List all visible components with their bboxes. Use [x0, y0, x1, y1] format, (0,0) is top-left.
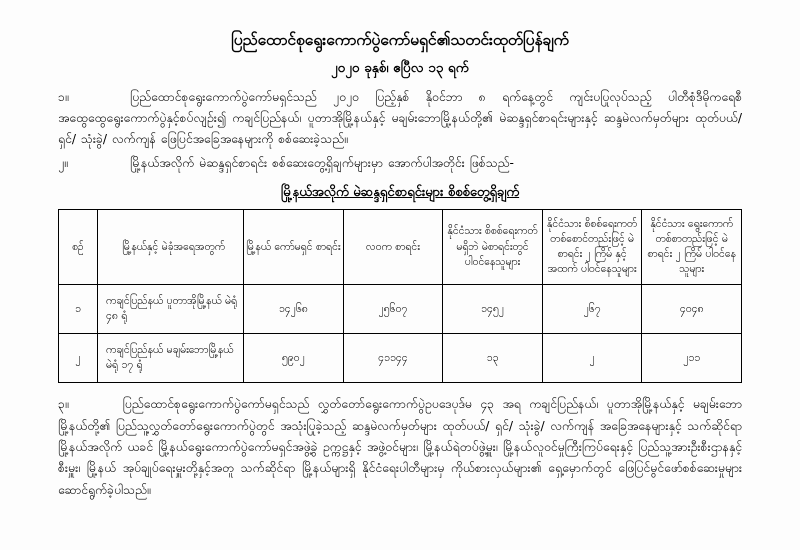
cell-immigration-list: ၂၅၆၀၇: [343, 285, 443, 334]
column-header-township: မြို့နယ်နှင့် မဲခုံအရေအတွက်: [98, 210, 244, 285]
table-body: [59, 285, 742, 383]
paragraph-3-number: ၃။: [58, 397, 69, 412]
paragraph-1-text: ပြည်ထောင်စုရွေးကောက်ပွဲကော်မရှင်သည် ၂၀၂၀ ပြည့်နှစ် နိုဝင်ဘာ ၈ ရက်နေ့တွင် ကျင်းပပြုလုပ်သည့် ပါတီစုံဒီမိုကရေစီအထွေထွေရွေးကောက်ပွဲနှင့်စပ်လျဉ်း၍ ကချင်ပြည်နယ်၊ ပူတာအိုမြို့နယ်နှင့် မချမ်းဘောမြို့နယ်တို့၏ မဲဆန္ဒရှင်စာရင်းများနှင့် ဆန္ဒမဲလက်မှတ်များ ထုတ်ပယ်/ ရှင်/ သုံးခွဲ/ လက်ကျန် ဖြေပြင်အခြေအနေများကို စစ်ဆေးခဲ့သည်။: [58, 89, 742, 146]
cell-serial: ၂: [59, 334, 98, 383]
paragraph-2-text: မြို့နယ်အလိုက် မဲဆန္ဒရှင်စာရင်း စစ်ဆေးတွေ့ရှိချက်များမှာ အောက်ပါအတိုင်း ဖြစ်သည်-: [130, 156, 514, 171]
voter-list-table: [58, 209, 742, 383]
column-header-serial: စဉ်: [59, 210, 98, 285]
cell-township: ကချင်ပြည်နယ် မချမ်းဘောမြို့နယ် မဲရုံ ၁၇ ရုံ: [98, 334, 244, 383]
cell-no-id-card: ၁၃: [443, 334, 543, 383]
cell-duplicate-two-or-more: ၂: [542, 334, 642, 383]
paragraph-3-text: ပြည်ထောင်စုရွေးကောက်ပွဲကော်မရှင်သည် လွှတ်တော်ရွေးကောက်ပွဲဥပဒေပုဒ်မ ၄၃ အရ ကချင်ပြည်နယ်၊ ပူတာအိုမြို့နယ်နှင့် မချမ်းဘောမြို့နယ်တို့၏ ပြည်သူ့လွှတ်တော်ရွေးကောက်ပွဲတွင် အသုံးပြုခဲ့သည့် ဆန္ဒမဲလက်မှတ်များ ထုတ်ပယ်/ ရှင်/ သုံးခွဲ/ လက်ကျန် အခြေအနေများနှင့် သက်ဆိုင်ရာ မြို့နယ်အလိုက် ယခင် မြို့နယ်ရွေးကောက်ပွဲကော်မရှင်အဖွဲ့ခွဲ ဥက္ကဋ္ဌနှင့် အဖွဲ့ဝင်များ၊ မြို့နယ်ရဲတပ်ဖွဲ့မှူး၊ မြို့နယ်လူဝင်မှုကြီးကြပ်ရေးနှင့် ပြည်သူ့အားဦးစီးဌာနနှင့်စီးမှူး၊ မြို့နယ် အုပ်ချုပ်ရေးမှူးတို့နှင့်အတူ သက်ဆိုင်ရာ မြို့နယ်များရှိ နိုင်ငံရေးပါတီများမှ ကိုယ်စားလှယ်များ၏ ရှေ့မှောက်တွင် ဖြေပြင်မွင်ဖော်စစ်ဆေးမှုများ ဆောင်ရွက်ခဲ့ပါသည်။: [58, 397, 742, 497]
table-row: [59, 334, 742, 383]
page-title: ပြည်ထောင်စုရွေးကောက်ပွဲကော်မရှင်၏သတင်းထုတ်ပြန်ချက်: [231, 31, 569, 49]
table-header: [59, 210, 742, 285]
column-header-commission-list: မြို့နယ် ကော်မရှင် စာရင်း: [244, 210, 344, 285]
column-header-no-id-card: နိုင်ငံသား စိစစ်ရေးကတ် မရှိဘဲ မဲစာရင်းတွင် ပါဝင်နေသူများ: [443, 210, 543, 285]
paragraph-2: [58, 153, 742, 174]
column-header-duplicate-two-or-more: နိုင်ငံသား စိစစ်ရေးကတ် တစ်စောင်တည်းဖြင့် မဲစာရင်း ၂ ကြိမ် နှင့် အထက် ပါဝင်နေသူများ: [542, 210, 642, 285]
paragraph-1: [58, 87, 742, 150]
cell-no-id-card: ၁၄၅၂: [443, 285, 543, 334]
document-date: ၂၀၂၀ ခုနှစ်၊ ဧပြီလ ၁၃ ရက်: [331, 59, 469, 76]
column-header-immigration-list: လဝက စာရင်း: [343, 210, 443, 285]
cell-serial: ၁: [59, 285, 98, 334]
table-caption: မြို့နယ်အလိုက် မဲဆန္ဒရှင်စာရင်းများ စိစစ်တွေ့ရှိချက်: [280, 185, 520, 201]
paragraph-1-number: ၁။: [58, 89, 69, 104]
cell-township: ကချင်ပြည်နယ် ပူတာအိုမြို့နယ် မဲရုံ ၄၈ ရုံ: [98, 285, 244, 334]
cell-commission-list: ၁၄၂၆၈: [244, 285, 344, 334]
cell-duplicate-two: ၂၁၁: [642, 334, 742, 383]
column-header-duplicate-two: နိုင်ငံသား ရွေးကောက် တစ်စာတည်းဖြင့် မဲစာရင်း ၂ ကြိမ် ပါဝင်နေသူများ: [642, 210, 742, 285]
paragraph-2-number: ၂။: [58, 156, 68, 171]
cell-duplicate-two: ၄၀၄၈: [642, 285, 742, 334]
table-header-row: [59, 210, 742, 285]
cell-commission-list: ၅၉၀၂: [244, 334, 344, 383]
cell-duplicate-two-or-more: ၂၆၇: [542, 285, 642, 334]
paragraph-3: [58, 394, 742, 501]
cell-immigration-list: ၄၁၁၄၄: [343, 334, 443, 383]
table-row: [59, 285, 742, 334]
